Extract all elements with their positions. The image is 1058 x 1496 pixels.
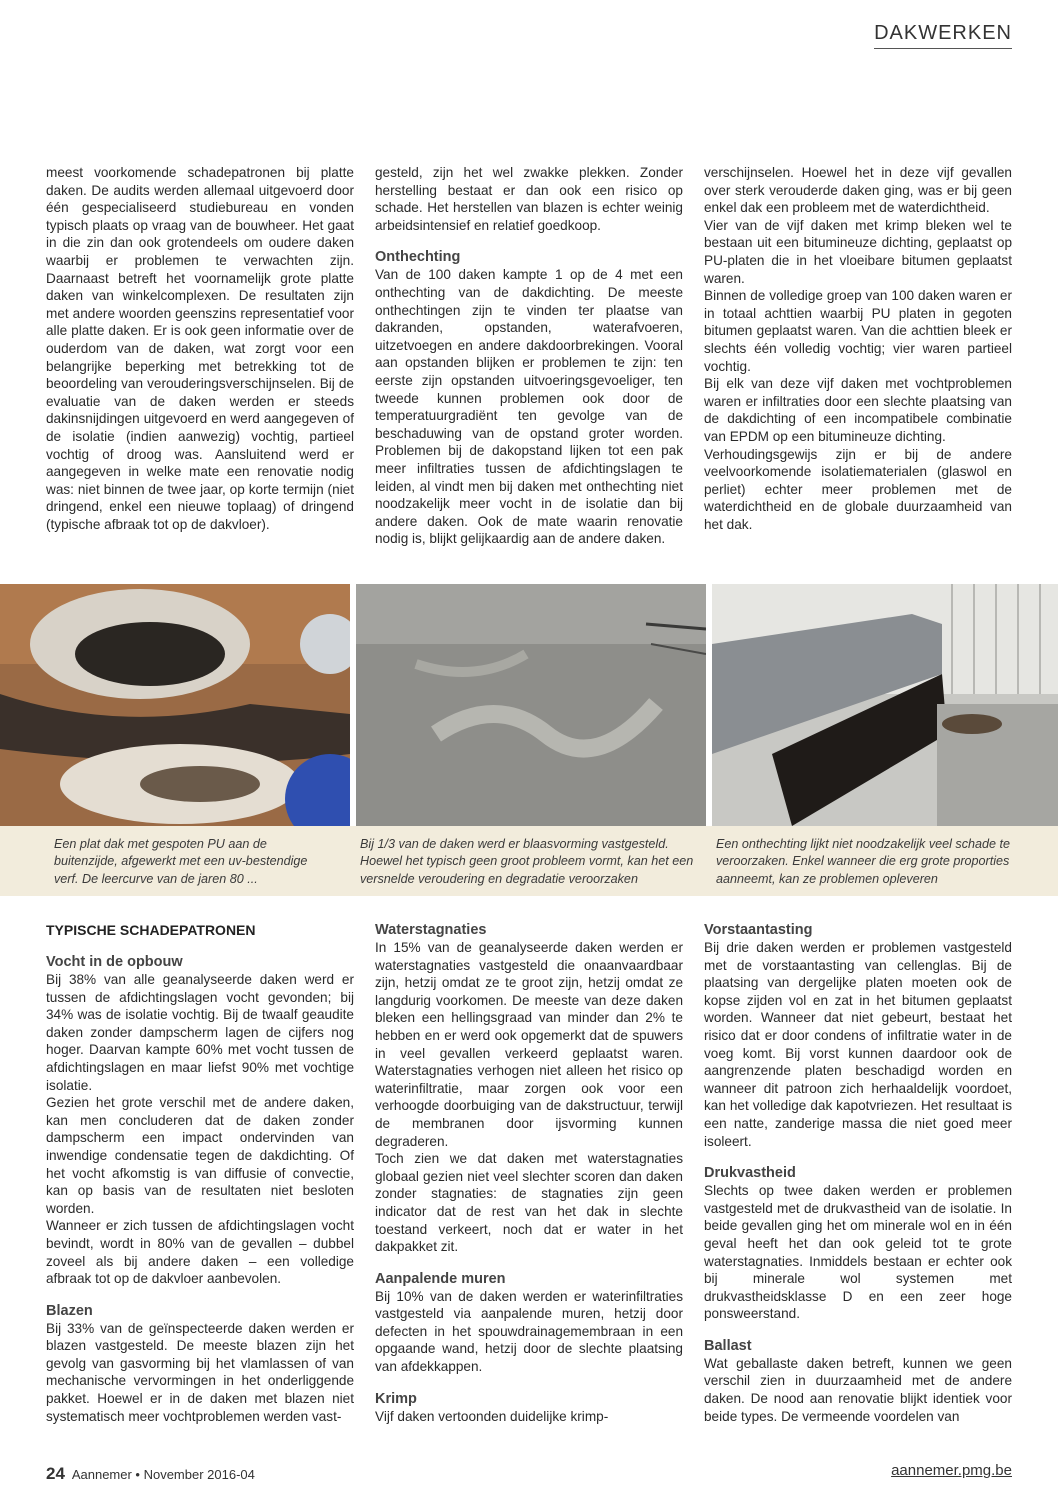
photo-detachment-roof (712, 584, 1058, 826)
photo-detachment-roof-illustration (712, 584, 1058, 826)
photo-sprayed-pu-roof-illustration (0, 584, 350, 826)
paragraph: meest voorkomende schadepatronen bij platte daken. De audits werden allemaal uitgevoerd door één gespecialiseerd studiebureau en vonden typisch plaats op vraag van de bouwheer. Het gaat in die zin dan ook grotendeels om oudere daken waarbij er problemen te verwachten zijn. Daarnaast betreft het voornamelijk grote platte daken van winkelcomplexen. De resultaten zijn met andere woorden geenszins representatief voor alle platte daken. Er is ook geen informatie over de ouderdom van de daken, wat zorgt voor een belangrijke beperking met betrekking tot de beoordeling van verouderingsverschijnselen. Bij de evaluatie van de daken werden er steeds dakinsnijdingen uitgevoerd en werd aangegeven of de isolatie (indien aanwezig) vochtig, partieel vochtig of droog was. Aansluitend werd er aangegeven in welke mate een renovatie nodig was: niet binnen de twee jaar, op korte termijn (niet dringend, enkel een nieuwe toplaag) of dringend (typische afbraak tot op de dakvloer). (46, 165, 354, 532)
paragraph: verschijnselen. Hoewel het in deze vijf gevallen over sterk verouderde daken ging, was er bij geen enkel dak een probleem met de waterdichtheid. (704, 165, 1012, 216)
paragraph: Bij drie daken werden er problemen vastgesteld met de vorstaantasting van cellenglas. Bij de plaatsing van dergelijke platen moeten ook de kopse zijden vol en zat in het bitumen geplaatst worden. Wanneer dat niet gebeurt, bestaat het risico dat er door condens of infiltratie water in de voeg komt. Bij vorst kunnen daardoor ook de aangrenzende platen beschadigd worden en wanneer dit patroon zich herhaaldelijk voordoet, kan het volledige dak kapotvriezen. Het resultaat is een natte, zanderige massa die niet goed meer isoleert. (704, 940, 1012, 1149)
paragraph: Wat geballaste daken betreft, kunnen we geen verschil zien in duurzaamheid met de andere daken. De nood aan renovatie blijkt identiek voor beide types. De vermeende voordelen van (704, 1355, 1012, 1424)
paragraph: Binnen de volledige groep van 100 daken waren er in totaal achttien waarbij PU platen in gegoten bitumen geplaatst waren. Van die achttien bleek er slechts één volledig vochtig; vier waren partieel vochtig. (704, 288, 1012, 374)
top-column-2 (375, 164, 683, 548)
footer-left (46, 1464, 255, 1484)
caption-3: Een onthechting lijkt niet noodzakelijk veel schade te veroorzaken. Enkel wanneer die erg grote proporties aanneemt, kan ze problemen opleveren (716, 837, 1011, 886)
paragraph: Bij 10% van de daken werden er waterinfiltraties vastgesteld via aanpalende muren, hetzij door defecten in het spouwdrainagemembraan in een opgaande wand, hetzij door de slechte plaatsing van afdekkappen. (375, 1288, 683, 1375)
magazine-issue: Aannemer • November 2016-04 (71, 1467, 255, 1482)
paragraph: Verhoudingsgewijs zijn er bij de andere veelvoorkomende isolatiematerialen (glaswol en perliet) echter meer problemen met de waterdichtheid en de globale duurzaamheid van het dak. (704, 446, 1012, 532)
heading-ballast: Ballast (704, 1337, 752, 1354)
heading-onthechting: Onthechting (375, 249, 461, 266)
paragraph: Van de 100 daken kampte 1 op de 4 met een onthechting van de dakdichting. De meeste onthechtingen zijn te vinden ter plaatse van dakranden, opstanden, waterafvoeren, uitzetvoegen en andere dakdoorbrekingen. Vooral aan opstanden blijken er problemen te zijn: ten eerste zijn opstanden uitvoeringsgevoeliger, ten tweede kunnen problemen ook door de temperatuurgradiënt ten gevolge van de beschaduwing van de opstand groter worden. Problemen bij de dakopstand lijken tot een pak meer infiltraties tussen de afdichtingslagen te leiden, al vindt men bij daken met onthechting niet noodzakelijk meer vocht in de isolatie dan bij andere daken. Ook de mate waarin renovatie nodig is, blijkt gelijkaardig aan de andere daken. (375, 267, 683, 547)
section-title: TYPISCHE SCHADEPATRONEN (46, 922, 256, 938)
paragraph: Bij 33% van de geïnspecteerde daken werden er blazen vastgesteld. De meeste blazen zijn het gevolg van gasvorming bij het vlamlassen of van mechanische vervormingen in het onderliggende pakket. Hoewel er in de daken met blazen niet systematisch meer vochtproblemen werden vast- (46, 1320, 354, 1424)
page-number: 24 (46, 1464, 65, 1483)
bottom-column-2 (375, 921, 683, 1425)
heading-waterstagnaties: Waterstagnaties (375, 922, 487, 938)
photo-sprayed-pu-roof (0, 584, 350, 826)
paragraph: Wanneer er zich tussen de afdichtingslagen vocht bevindt, wordt in 80% van de gevallen – dubbel zoveel als bij andere daken – een volledige afbraak tot op de dakvloer aanbevolen. (46, 1218, 354, 1287)
paragraph: Bij 38% van alle geanalyseerde daken werd er tussen de afdichtingslagen vocht gevonden; bij 34% was de isolatie vochtig. Bij de twaalf geaudite daken zonder dampscherm lagen de cijfers nog hoger. Daarvan kampte 60% met vocht tussen de afdichtingslagen en maar liefst 90% met vochtige isolatie. (46, 972, 354, 1093)
heading-drukvastheid: Drukvastheid (704, 1165, 796, 1182)
top-column-1 (46, 164, 354, 533)
caption-2: Bij 1/3 van de daken werd er blaasvorming vastgesteld. Hoewel het typisch geen groot probleem vormt, kan het een versnelde veroudering en degradatie veroorzaken (360, 837, 694, 886)
paragraph: Vier van de vijf daken met krimp bleken wel te bestaan uit een bitumineuze dichting, geplaatst op PU-platen die in het vloeibare bitumen geplaatst waren. (704, 217, 1012, 286)
paragraph: Gezien het grote verschil met de andere daken, kan men concluderen dat de daken zonder dampscherm een impact ondervinden van inwendige condensatie tegen de dakdichting. Of het vocht afkomstig is van diffusie of convectie, kan op basis van de resultaten niet besloten worden. (46, 1095, 354, 1216)
paragraph: Slechts op twee daken werden er problemen vastgesteld met de drukvastheid van de isolatie. In beide gevallen ging het om minerale wol en in één geval heeft het dan ook geleid tot te grote waterstagnaties. Inmiddels bestaan er echter ook bij minerale wol systemen met drukvastheidsklasse D en een zeer hoge ponsweerstand. (704, 1183, 1012, 1322)
bottom-column-1 (46, 921, 354, 1425)
heading-vocht: Vocht in de opbouw (46, 954, 183, 970)
section-tag: DAKWERKEN (874, 22, 1012, 49)
paragraph: Vijf daken vertoonden duidelijke krimp- (375, 1408, 609, 1424)
heading-krimp: Krimp (375, 1390, 417, 1407)
caption-1: Een plat dak met gespoten PU aan de buitenzijde, afgewerkt met een uv-bestendige verf. De leercurve van de jaren 80 ... (54, 837, 308, 886)
photo-blistering-roof (356, 584, 706, 826)
bottom-column-3 (704, 921, 1012, 1425)
heading-vorstaantasting: Vorstaantasting (704, 922, 813, 938)
heading-blazen: Blazen (46, 1302, 93, 1319)
top-column-3 (704, 164, 1012, 533)
paragraph: gesteld, zijn het wel zwakke plekken. Zonder herstelling bestaat er dan ook een risico op schade. Het herstellen van blazen is echter weinig arbeidsintensief en relatief goedkoop. (375, 165, 683, 233)
paragraph: In 15% van de geanalyseerde daken werden er waterstagnaties vastgesteld die onaanvaardbaar zijn, hetzij omdat ze te groot zijn, hetzij omdat ze langdurig voorkomen. De meeste van deze daken bleken een hellingsgraad van minder dan 2% te hebben en er werd ook opgemerkt dat de spuwers in veel gevallen verkeerd geplaatst waren. Waterstagnaties verhogen niet alleen het risico op waterinfiltratie, maar zorgen ook voor een verhoogde doorbuiging van de dakstructuur, terwijl de membranen door ijsvorming kunnen degraderen. (375, 940, 683, 1149)
footer-url-link[interactable]: aannemer.pmg.be (891, 1462, 1012, 1479)
photo-blistering-roof-illustration (356, 584, 706, 826)
paragraph: Bij elk van deze vijf daken met vochtproblemen waren er infiltraties door een slechte plaatsing van de dakdichting of een incompatibele combinatie van EPDM op een bitumineuze dichting. (704, 376, 1012, 444)
heading-aanpalende-muren: Aanpalende muren (375, 1270, 506, 1287)
paragraph: Toch zien we dat daken met waterstagnaties globaal gezien niet veel slechter scoren dan daken zonder stagnaties: de stagnaties zijn geen indicator dat de rest van het dak in slechte toestand verkeert, noch dat er water in het dakpakket zit. (375, 1151, 683, 1255)
